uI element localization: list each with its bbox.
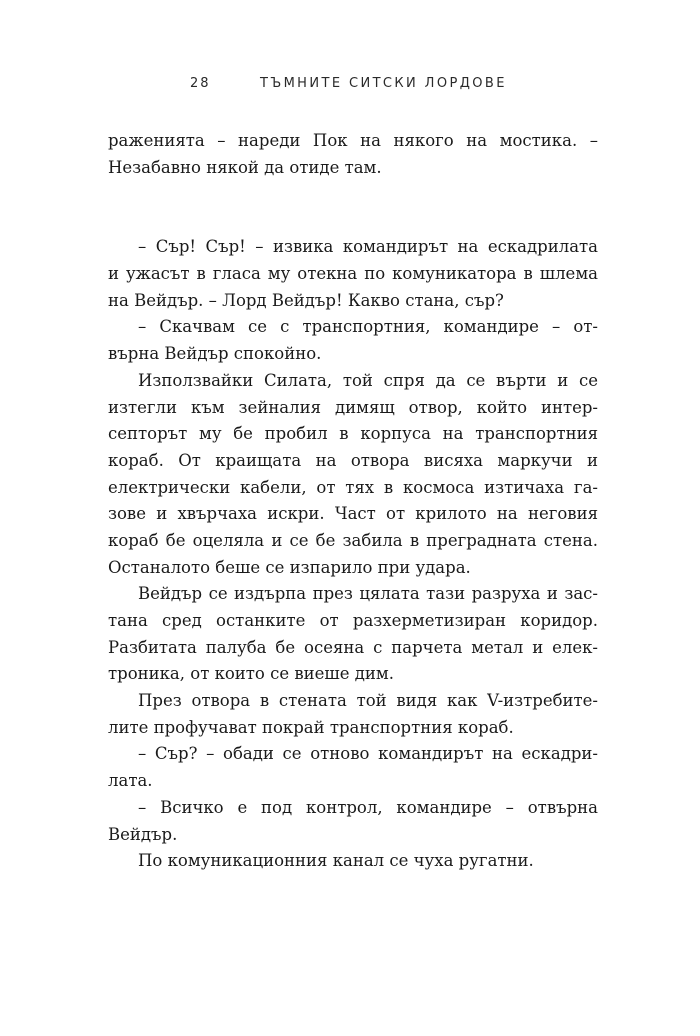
text-line: лите профучават покрай транспортния кораб. bbox=[108, 717, 514, 737]
text-line: Незабавно някой да отиде там. bbox=[108, 157, 382, 177]
text-line: електрически кабели, от тях в космоса изтичаха га- bbox=[108, 477, 598, 497]
text-line: Вейдър се издърпа през цялата тази разруха и зас- bbox=[138, 584, 598, 604]
text-line: на Вейдър. – Лорд Вейдър! Какво стана, сър? bbox=[108, 290, 504, 310]
text-line: троника, от които се виеше дим. bbox=[108, 664, 395, 684]
text-line: кораб бе оцеляла и се бе забила в преградната стена. bbox=[108, 530, 598, 550]
book-title: ТЪМНИТЕ СИТСКИ ЛОРДОВЕ bbox=[260, 76, 507, 91]
text-line: Останалото беше се изпарило при удара. bbox=[108, 557, 471, 577]
running-header bbox=[190, 76, 530, 96]
section-break bbox=[108, 181, 598, 234]
text-line: изтегли към зейналия димящ отвор, който интер- bbox=[108, 397, 598, 417]
text-line: тана сред останките от разхерметизиран коридор. bbox=[108, 611, 598, 630]
text-line: – Сър! Сър! – извика командирът на ескадрилата bbox=[138, 237, 598, 257]
text-line: Разбитата палуба бе осеяна с парчета метал и елек- bbox=[108, 637, 598, 657]
text-line: раженията – нареди Пок на някого на мостика. – bbox=[108, 131, 598, 150]
text-line: През отвора в стената той видя как V-изтребите- bbox=[138, 691, 598, 711]
text-line: Вейдър. bbox=[108, 824, 178, 844]
text-line: лата. bbox=[108, 771, 153, 791]
text-line: кораб. От краищата на отвора висяха маркучи и bbox=[108, 450, 598, 470]
text-line: – Всичко е под контрол, командире – отвърна bbox=[138, 797, 598, 817]
page-number: 28 bbox=[190, 76, 211, 91]
text-line: – Скачвам се с транспортния, командире – от- bbox=[138, 317, 598, 337]
text-line: По комуникационния канал се чуха ругатни. bbox=[138, 851, 534, 871]
text-line: върна Вейдър спокойно. bbox=[108, 344, 322, 364]
text-line: септорът му бе пробил в корпуса на транспортния bbox=[108, 424, 598, 444]
text-line: Използвайки Силата, той спря да се върти и се bbox=[138, 370, 598, 390]
text-line: и ужасът в гласа му отекна по комуникатора в шлема bbox=[108, 264, 598, 284]
text-line: – Сър? – обади се отново командирът на ескадри- bbox=[138, 744, 598, 764]
body-text bbox=[108, 128, 598, 875]
text-line: зове и хвърчаха искри. Част от крилото на неговия bbox=[108, 504, 598, 524]
